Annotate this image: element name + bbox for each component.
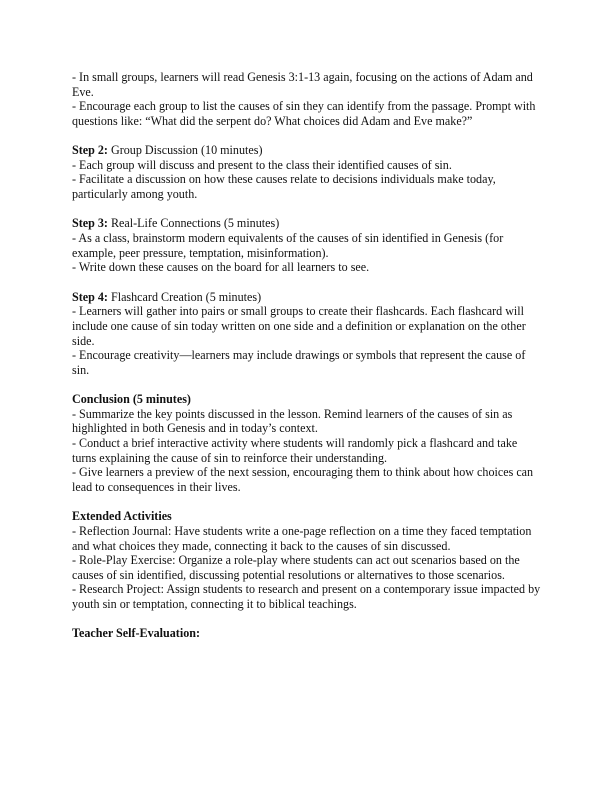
section: [72, 143, 552, 202]
heading-rest: Group Discussion (10 minutes): [107, 143, 263, 158]
text-line: highlighted in both Genesis and in today’s context.: [72, 421, 318, 436]
text-line: Eve.: [72, 84, 94, 99]
blank-line: [72, 275, 552, 290]
section-heading: [72, 290, 552, 305]
text-line: sin.: [72, 362, 90, 377]
text-line: particularly among youth.: [72, 187, 198, 202]
section: [72, 392, 552, 494]
text-line: lead to consequences in their lives.: [72, 479, 241, 494]
heading-bold: Step 4:: [72, 289, 108, 304]
text-line: - Facilitate a discussion on how these causes relate to decisions individuals make today,: [72, 172, 496, 187]
heading-bold: Step 3:: [72, 216, 108, 231]
heading-bold: Step 2:: [72, 143, 108, 158]
text-line: - Research Project: Assign students to research and present on a contemporary issue impacted by: [72, 582, 541, 597]
section: [72, 626, 552, 641]
text-line: - In small groups, learners will read Genesis 3:1-13 again, focusing on the actions of Adam and: [72, 70, 533, 84]
heading-bold: Conclusion (5 minutes): [72, 392, 191, 407]
text-line: and what choices they made, connecting it back to the causes of sin discussed.: [72, 538, 451, 553]
text-line: questions like: “What did the serpent do? What choices did Adam and Eve make?”: [72, 113, 473, 128]
section-heading: [72, 509, 552, 524]
section: [72, 290, 552, 378]
text-line: - Encourage creativity—learners may include drawings or symbols that represent the cause of: [72, 348, 526, 363]
heading-rest: Real-Life Connections (5 minutes): [107, 216, 280, 231]
text-line: - Write down these causes on the board for all learners to see.: [72, 260, 370, 275]
heading-bold: Extended Activities: [72, 509, 172, 524]
text-line: side.: [72, 333, 95, 348]
blank-line: [72, 129, 552, 144]
text-line: include one cause of sin today written on one side and a definition or explanation on the other: [72, 318, 526, 333]
text-line: turns explaining the cause of sin to reinforce their understanding.: [72, 450, 388, 465]
blank-line: [72, 612, 552, 627]
section: [72, 509, 552, 611]
text-line: causes of sin identified, discussing potential resolutions or alternatives to those scenarios.: [72, 567, 505, 582]
document-page: [72, 70, 552, 641]
section-heading: [72, 216, 552, 231]
heading-rest: Flashcard Creation (5 minutes): [107, 289, 262, 304]
section-heading: [72, 626, 552, 641]
section-heading: [72, 392, 552, 407]
section-heading: [72, 143, 552, 158]
blank-line: [72, 495, 552, 510]
blank-line: [72, 377, 552, 392]
text-line: - Each group will discuss and present to the class their identified causes of sin.: [72, 157, 452, 172]
text-line: - As a class, brainstorm modern equivalents of the causes of sin identified in Genesis (for: [72, 231, 504, 246]
section: [72, 216, 552, 275]
heading-bold: Teacher Self-Evaluation:: [72, 626, 200, 641]
text-line: - Summarize the key points discussed in the lesson. Remind learners of the causes of sin as: [72, 406, 513, 421]
text-line: youth sin or temptation, connecting it to biblical teachings.: [72, 597, 357, 612]
text-line: - Role-Play Exercise: Organize a role-play where students can act out scenarios based on the: [72, 553, 520, 568]
text-line: - Learners will gather into pairs or small groups to create their flashcards. Each flashcard will: [72, 304, 525, 319]
text-line: - Give learners a preview of the next session, encouraging them to think about how choices can: [72, 465, 534, 480]
text-line: example, peer pressure, temptation, misinformation).: [72, 245, 329, 260]
section: [72, 70, 552, 129]
text-line: - Conduct a brief interactive activity where students will randomly pick a flashcard and take: [72, 436, 518, 451]
text-line: - Encourage each group to list the causes of sin they can identify from the passage. Prompt with: [72, 99, 536, 114]
text-line: - Reflection Journal: Have students write a one-page reflection on a time they faced temptation: [72, 523, 532, 538]
blank-line: [72, 202, 552, 217]
